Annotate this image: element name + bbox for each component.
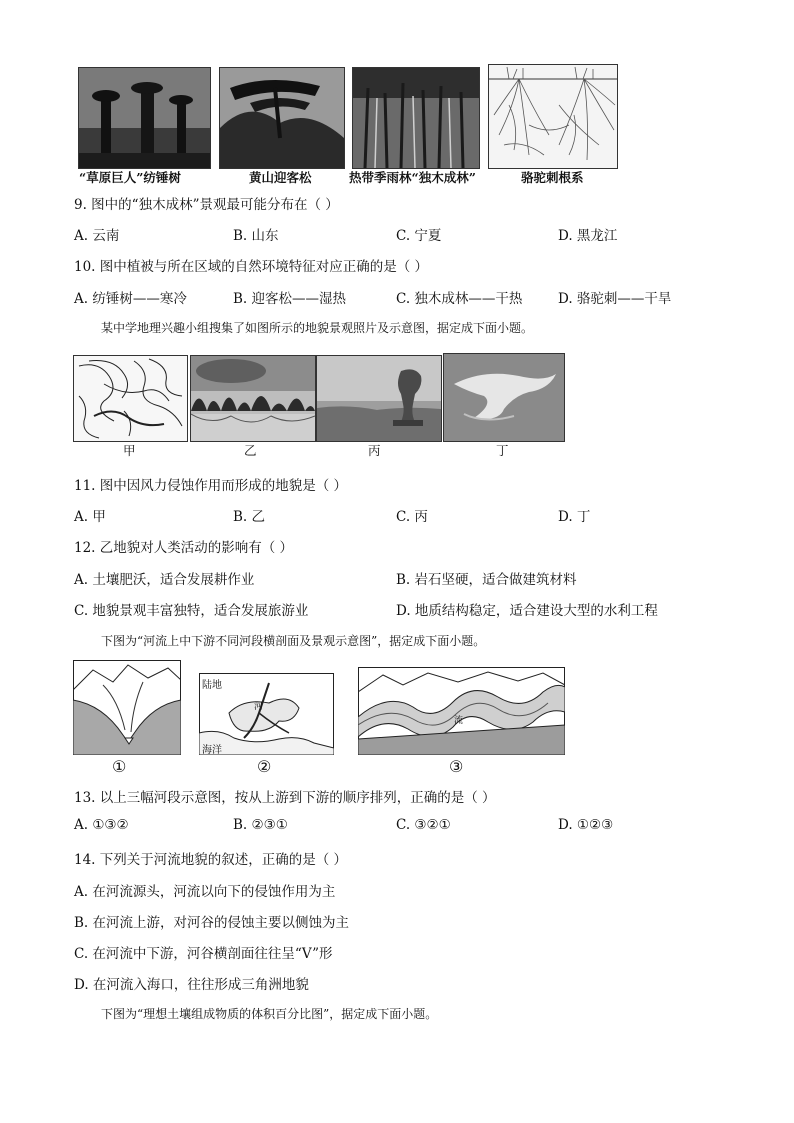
camelthorn-roots-drawing bbox=[488, 64, 618, 169]
figure2-label-yi: 乙 bbox=[244, 443, 257, 458]
landform-bing-photo bbox=[316, 355, 442, 442]
question-10-option-a: A. 纺锤树——寒冷 bbox=[74, 291, 187, 307]
question-11-option-a: A. 甲 bbox=[74, 509, 106, 525]
pine-photo bbox=[219, 67, 345, 169]
jia-illustration bbox=[74, 356, 187, 441]
baobab-illustration bbox=[79, 68, 210, 168]
question-11-option-d: D. 丁 bbox=[558, 509, 591, 525]
landform-yi-photo bbox=[190, 355, 316, 442]
question-14-option-c: C. 在河流中下游，河谷横剖面往往呈“V”形 bbox=[74, 946, 333, 962]
question-9-option-b: B. 山东 bbox=[233, 228, 279, 244]
question-12-option-b: B. 岩石坚硬，适合做建筑材料 bbox=[396, 572, 577, 588]
question-9-stem: 9. 图中的“独木成林”景观最可能分布在（ ） bbox=[74, 197, 339, 213]
river-section-meander-diagram bbox=[358, 667, 565, 755]
figure1-caption-2: 黄山迎客松 bbox=[249, 170, 312, 185]
question-11-option-c: C. 丙 bbox=[396, 509, 428, 525]
banyan-photo bbox=[352, 67, 480, 169]
flow-label: 流 bbox=[454, 716, 464, 726]
question-14-option-b: B. 在河流上游，对河谷的侵蚀主要以侧蚀为主 bbox=[74, 915, 350, 931]
baobab-photo bbox=[78, 67, 211, 169]
question-12-option-c: C. 地貌景观丰富独特，适合发展旅游业 bbox=[74, 603, 309, 619]
question-12-option-d: D. 地质结构稳定，适合建设大型的水利工程 bbox=[396, 603, 658, 619]
question-11-option-b: B. 乙 bbox=[233, 509, 266, 525]
figure2-label-ding: 丁 bbox=[496, 443, 509, 458]
pine-illustration bbox=[220, 68, 344, 168]
sea-label: 海洋 bbox=[202, 745, 222, 756]
question-12-stem: 12. 乙地貌对人类活动的影响有（ ） bbox=[74, 540, 294, 556]
intro-paragraph-3: 下图为“理想土壤组成物质的体积百分比图”，据定成下面小题。 bbox=[101, 1007, 438, 1021]
figure3-label-3: ③ bbox=[449, 757, 464, 776]
figure2-label-bing: 丙 bbox=[368, 443, 381, 458]
roots-illustration bbox=[489, 65, 617, 168]
question-10-stem: 10. 图中植被与所在区域的自然环境特征对应正确的是（ ） bbox=[74, 259, 429, 275]
question-10-option-c: C. 独木成林——干热 bbox=[396, 291, 523, 307]
land-label: 陆地 bbox=[202, 680, 222, 691]
ding-illustration bbox=[444, 354, 564, 441]
banyan-illustration bbox=[353, 68, 479, 168]
figure3-label-1: ① bbox=[112, 757, 127, 776]
question-9-option-d: D. 黑龙江 bbox=[558, 228, 618, 244]
figure3-label-2: ② bbox=[257, 757, 272, 776]
question-10-option-b: B. 迎客松——湿热 bbox=[233, 291, 347, 307]
question-12-option-a: A. 土壤肥沃，适合发展耕作业 bbox=[74, 572, 255, 588]
bing-illustration bbox=[317, 356, 441, 441]
question-13-option-c: C. ③②① bbox=[396, 817, 451, 833]
question-14-stem: 14. 下列关于河流地貌的叙述，正确的是（ ） bbox=[74, 852, 348, 868]
yi-illustration bbox=[191, 356, 315, 441]
question-13-option-d: D. ①②③ bbox=[558, 817, 614, 833]
question-13-stem: 13. 以上三幅河段示意图，按从上游到下游的顺序排列，正确的是（ ） bbox=[74, 790, 496, 806]
question-14-option-d: D. 在河流入海口，往往形成三角洲地貌 bbox=[74, 977, 309, 993]
landform-jia-drawing bbox=[73, 355, 188, 442]
question-14-option-a: A. 在河流源头，河流以向下的侵蚀作用为主 bbox=[74, 884, 336, 900]
river-section-delta-diagram bbox=[199, 673, 334, 755]
intro-paragraph-2: 下图为“河流上中下游不同河段横剖面及景观示意图”，据定成下面小题。 bbox=[101, 634, 486, 648]
figure1-caption-1: “草原巨人”纺锤树 bbox=[79, 170, 181, 185]
landform-ding-photo bbox=[443, 353, 565, 442]
figure2-label-jia: 甲 bbox=[123, 443, 136, 458]
meander-illustration bbox=[358, 667, 565, 755]
upstream-illustration bbox=[73, 660, 181, 755]
figure1-caption-3: 热带季雨林“独木成林” bbox=[349, 170, 476, 185]
river-label: 河 bbox=[254, 702, 264, 712]
question-13-option-a: A. ①③② bbox=[74, 817, 129, 833]
river-section-upstream-diagram bbox=[73, 660, 181, 755]
figure1-caption-4: 骆驼刺根系 bbox=[521, 170, 584, 185]
intro-paragraph-1: 某中学地理兴趣小组搜集了如图所示的地貌景观照片及示意图，据定成下面小题。 bbox=[101, 321, 534, 335]
question-10-option-d: D. 骆驼刺——干旱 bbox=[558, 291, 672, 307]
question-9-option-a: A. 云南 bbox=[74, 228, 120, 244]
question-9-option-c: C. 宁夏 bbox=[396, 228, 442, 244]
question-11-stem: 11. 图中因风力侵蚀作用而形成的地貌是（ ） bbox=[74, 478, 348, 494]
question-13-option-b: B. ②③① bbox=[233, 817, 288, 833]
